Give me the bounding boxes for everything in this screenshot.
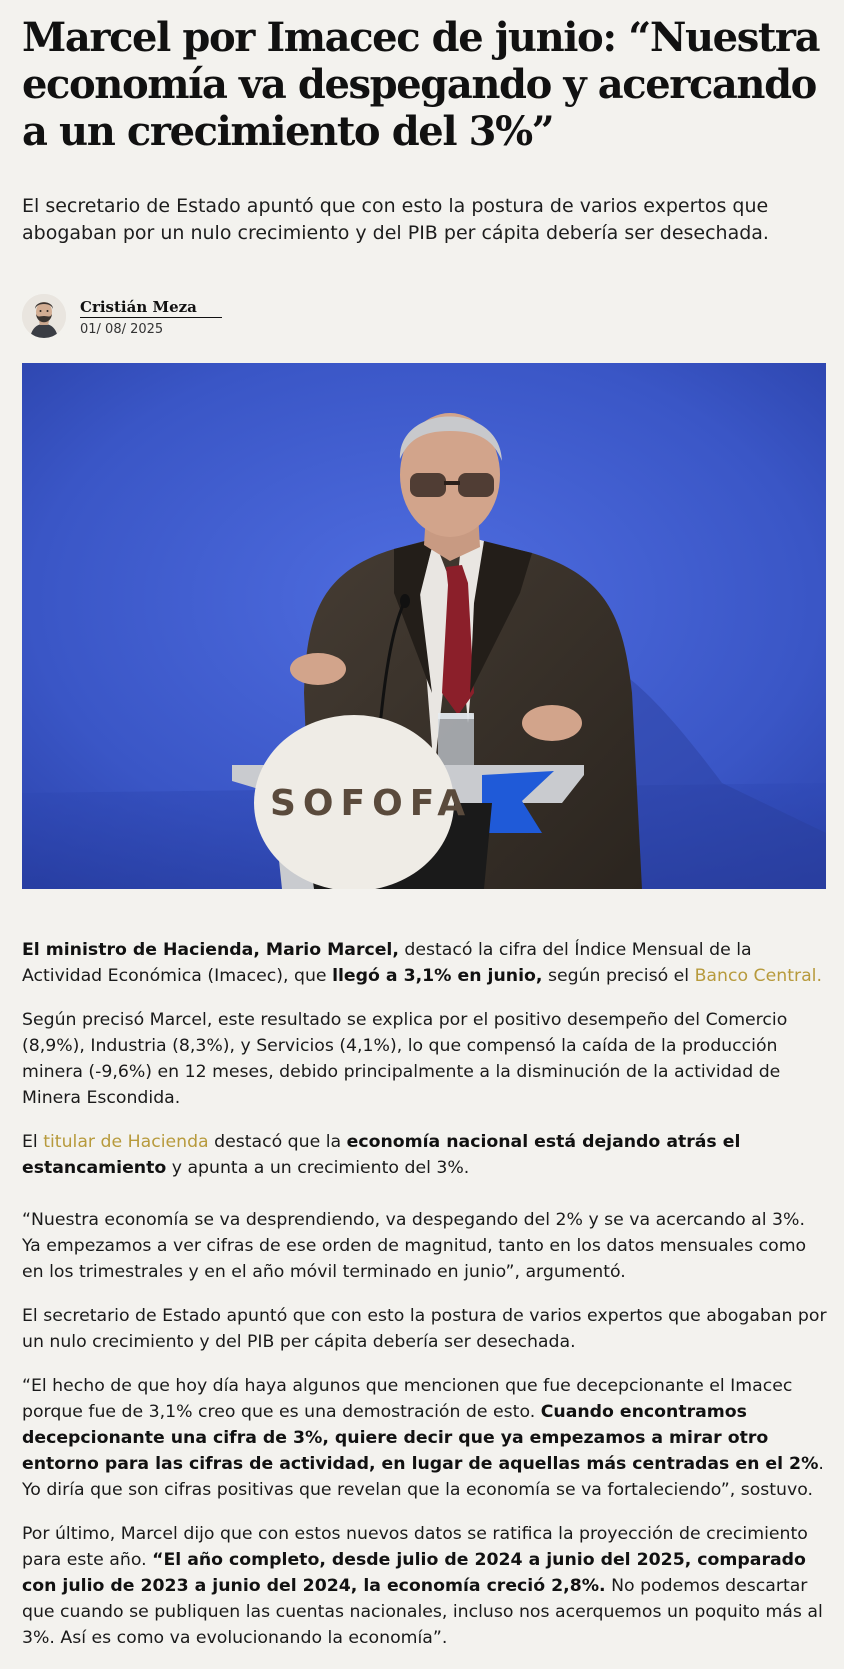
article-subtitle: El secretario de Estado apuntó que con esto la postura de varios expertos que abogaban por un nulo crecimiento y del PIB per cápita debería ser desechada. xyxy=(22,195,769,244)
paragraph-7 xyxy=(22,1521,827,1651)
paragraph-1 xyxy=(22,937,827,989)
author-avatar-icon[interactable] xyxy=(22,294,66,338)
bold-text: llegó a 3,1% en junio, xyxy=(332,966,543,986)
text: y apunta a un crecimiento del 3%. xyxy=(166,1158,470,1178)
text: destacó la cifra del Índice Mensual de la Actividad Económica (Imacec), que xyxy=(22,940,752,986)
text: El xyxy=(22,1132,44,1152)
article-body xyxy=(22,937,827,1669)
titular-hacienda-link[interactable]: titular de Hacienda xyxy=(43,1132,209,1152)
bold-text: Cuando encontramos decepcionante una cifra de 3%, quiere decir que ya empezamos a mirar otro entorno para las cifras de actividad, en lugar de aquellas más centradas en el 2% xyxy=(22,1402,819,1474)
author-name-link[interactable]: Cristián Meza xyxy=(80,298,222,318)
text: No podemos descartar que cuando se publiquen las cuentas nacionales, incluso nos acerquemos un poquito más al 3%. Así es como va evolucionando la economía”. xyxy=(22,1576,823,1648)
text: destacó que la xyxy=(208,1132,347,1152)
paragraph-3 xyxy=(22,1129,827,1181)
text: . Yo diría que son cifras positivas que revelan que la economía se va fortaleciendo”, sostuvo. xyxy=(22,1454,824,1500)
banco-central-link[interactable]: Banco Central. xyxy=(694,966,822,986)
paragraph-5: El secretario de Estado apuntó que con esto la postura de varios expertos que abogaban por un nulo crecimiento y del PIB per cápita debería ser desechada. xyxy=(22,1306,827,1352)
podium-logo: SOFOFA xyxy=(270,783,473,824)
text: Por último, Marcel dijo que con estos nuevos datos se ratifica la proyección de crecimiento para este año. xyxy=(22,1524,808,1570)
text: según precisó el xyxy=(542,966,695,986)
article-photo xyxy=(22,363,826,889)
bold-text: El ministro de Hacienda, Mario Marcel, xyxy=(22,940,399,960)
bold-text: economía nacional está dejando atrás el estancamiento xyxy=(22,1132,741,1178)
paragraph-4: “Nuestra economía se va desprendiendo, va despegando del 2% y se va acercando al 3%. Ya empezamos a ver cifras de ese orden de magnitud, tanto en los datos mensuales como en los trimestrales y en el año móvil terminado en junio”, argumentó. xyxy=(22,1210,807,1282)
paragraph-6 xyxy=(22,1373,827,1503)
bold-text: “El año completo, desde julio de 2024 a junio del 2025, comparado con julio de 2023 a junio del 2024, la economía creció 2,8%. xyxy=(22,1550,806,1596)
article-headline: Marcel por Imacec de junio: “Nuestra economía va despegando y acercando a un crecimiento del 3%” xyxy=(22,14,820,155)
paragraph-2: Según precisó Marcel, este resultado se explica por el positivo desempeño del Comercio (8,9%), Industria (8,3%), y Servicios (4,1%), lo que compensó la caída de la producción minera (-9,6%) en 12 meses, debido principalmente a la disminución de la actividad de Minera Escondida. xyxy=(22,1010,788,1108)
minister-podium-photo-icon xyxy=(22,363,826,889)
publish-date: 01/ 08/ 2025 xyxy=(80,322,164,337)
text: “El hecho de que hoy día haya algunos que mencionen que fue decepcionante el Imacec porque fue de 3,1% creo que es una demostración de esto. xyxy=(22,1376,793,1422)
